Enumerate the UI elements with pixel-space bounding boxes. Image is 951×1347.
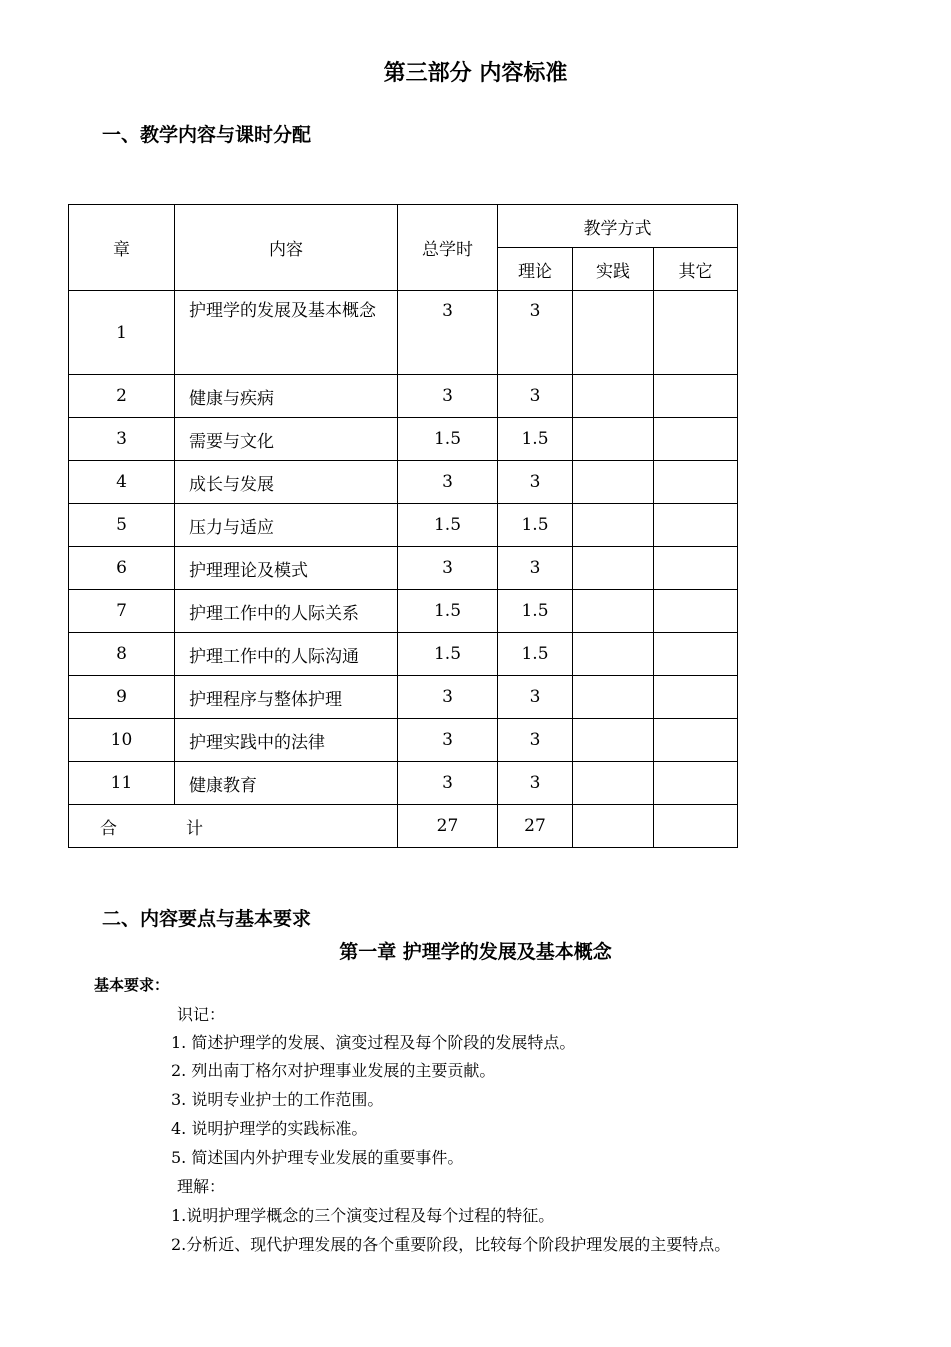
page-title: 第三部分 内容标准 (383, 61, 568, 86)
other-cell (654, 461, 738, 504)
practice-cell (573, 676, 654, 719)
header-practice: 实践 (573, 248, 654, 291)
content-cell: 护理工作中的人际关系 (175, 590, 398, 633)
practice-cell (573, 418, 654, 461)
chapter-cell: 2 (69, 375, 175, 418)
practice-cell (573, 633, 654, 676)
memorize-label: 识记： (177, 1005, 226, 1024)
hours-table (68, 204, 738, 848)
other-cell (654, 762, 738, 805)
total-hours-cell: 3 (398, 762, 498, 805)
theory-cell: 3 (498, 461, 573, 504)
content-cell: 护理程序与整体护理 (175, 676, 398, 719)
chapter1-title: 第一章 护理学的发展及基本概念 (339, 941, 612, 963)
chapter-cell: 10 (69, 719, 175, 762)
total-hours-cell: 1.5 (398, 418, 498, 461)
chapter-cell: 7 (69, 590, 175, 633)
chapter-cell: 3 (69, 418, 175, 461)
practice-cell (573, 461, 654, 504)
table-row (69, 461, 738, 504)
header-method: 教学方式 (498, 205, 738, 248)
chapter-cell: 6 (69, 547, 175, 590)
table-row (69, 762, 738, 805)
total-hours-cell: 1.5 (398, 504, 498, 547)
practice-cell (573, 719, 654, 762)
content-cell: 健康教育 (175, 762, 398, 805)
table-row (69, 719, 738, 762)
section2-title: 二、内容要点与基本要求 (102, 908, 312, 930)
total-hours-cell: 1.5 (398, 590, 498, 633)
other-cell (654, 375, 738, 418)
chapter-cell: 5 (69, 504, 175, 547)
content-cell: 压力与适应 (175, 504, 398, 547)
understand-item: 1.说明护理学概念的三个演变过程及每个过程的特征。 (171, 1206, 555, 1225)
content-cell: 护理学的发展及基本概念 (175, 291, 398, 375)
total-hours-cell: 27 (398, 805, 498, 848)
chapter-cell: 4 (69, 461, 175, 504)
memorize-item: 1. 简述护理学的发展、演变过程及每个阶段的发展特点。 (171, 1033, 576, 1052)
total-hours-cell: 3 (398, 547, 498, 590)
total-hours-cell: 3 (398, 375, 498, 418)
other-cell (654, 547, 738, 590)
other-cell (654, 719, 738, 762)
chapter-cell: 1 (69, 291, 175, 375)
total-label-b: 计 (186, 818, 203, 839)
table-row (69, 375, 738, 418)
content-cell: 成长与发展 (175, 461, 398, 504)
theory-cell: 1.5 (498, 633, 573, 676)
theory-cell: 3 (498, 719, 573, 762)
content-cell: 护理工作中的人际沟通 (175, 633, 398, 676)
basic-requirements-label: 基本要求： (94, 976, 170, 994)
total-hours-cell: 3 (398, 676, 498, 719)
understand-label: 理解： (177, 1177, 226, 1196)
total-hours-cell: 1.5 (398, 633, 498, 676)
table-row (69, 418, 738, 461)
total-row (69, 805, 738, 848)
other-cell (654, 504, 738, 547)
memorize-item: 5. 简述国内外护理专业发展的重要事件。 (171, 1148, 464, 1167)
total-hours-cell: 3 (398, 719, 498, 762)
total-label-a: 合 (100, 818, 117, 839)
theory-cell: 3 (498, 375, 573, 418)
other-cell (654, 633, 738, 676)
content-cell: 护理理论及模式 (175, 547, 398, 590)
chapter-cell: 9 (69, 676, 175, 719)
theory-cell: 3 (498, 762, 573, 805)
table-row (69, 547, 738, 590)
total-practice-cell (573, 805, 654, 848)
practice-cell (573, 291, 654, 375)
memorize-item: 4. 说明护理学的实践标准。 (171, 1119, 368, 1138)
total-hours-cell: 3 (398, 461, 498, 504)
total-hours-cell: 3 (398, 291, 498, 375)
theory-cell: 3 (498, 547, 573, 590)
practice-cell (573, 590, 654, 633)
theory-cell: 1.5 (498, 590, 573, 633)
understand-item: 2.分析近、现代护理发展的各个重要阶段，比较每个阶段护理发展的主要特点。 (171, 1235, 731, 1254)
header-content: 内容 (175, 205, 398, 291)
other-cell (654, 676, 738, 719)
chapter-cell: 8 (69, 633, 175, 676)
header-theory: 理论 (498, 248, 573, 291)
theory-cell: 3 (498, 676, 573, 719)
total-other-cell (654, 805, 738, 848)
other-cell (654, 590, 738, 633)
other-cell (654, 418, 738, 461)
practice-cell (573, 762, 654, 805)
total-theory-cell: 27 (498, 805, 573, 848)
practice-cell (573, 547, 654, 590)
content-cell: 健康与疾病 (175, 375, 398, 418)
header-chapter: 章 (69, 205, 175, 291)
practice-cell (573, 504, 654, 547)
theory-cell: 1.5 (498, 504, 573, 547)
header-other: 其它 (654, 248, 738, 291)
memorize-item: 3. 说明专业护士的工作范围。 (171, 1090, 384, 1109)
table-row (69, 291, 738, 375)
section1-title: 一、教学内容与课时分配 (102, 124, 312, 146)
content-cell: 护理实践中的法律 (175, 719, 398, 762)
theory-cell: 1.5 (498, 418, 573, 461)
content-cell: 需要与文化 (175, 418, 398, 461)
table-row (69, 590, 738, 633)
memorize-item: 2. 列出南丁格尔对护理事业发展的主要贡献。 (171, 1061, 496, 1080)
other-cell (654, 291, 738, 375)
table-row (69, 633, 738, 676)
practice-cell (573, 375, 654, 418)
theory-cell: 3 (498, 291, 573, 375)
table-row (69, 676, 738, 719)
chapter-cell: 11 (69, 762, 175, 805)
header-total-hours: 总学时 (398, 205, 498, 291)
table-row (69, 504, 738, 547)
